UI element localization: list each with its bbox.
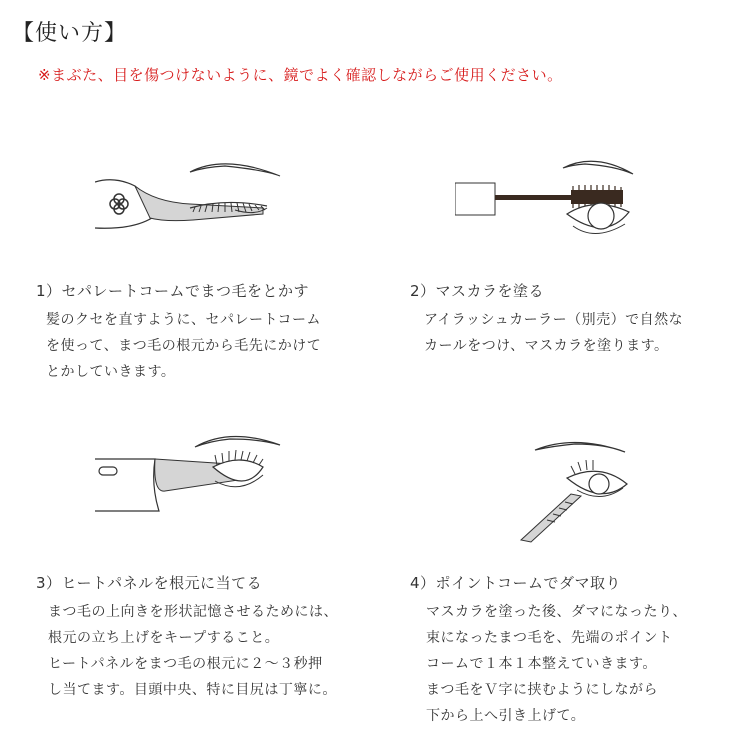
step-3-line: まつ毛の上向きを形状記憶させるためには、 [48,604,338,620]
warning-note: ※まぶた、目を傷つけないように、鏡でよく確認しながらご使用ください。 [38,66,563,84]
step-4-body [410,599,687,729]
step-2-line: カールをつけ、マスカラを塗ります。 [424,338,669,354]
step-4-title: 4）ポイントコームでダマ取り [410,574,621,592]
step-4-line: まつ毛をＶ字に挟むようにしながら [426,682,658,698]
step-4-line: 下から上へ引き上げて。 [426,708,586,724]
step-2-title: 2）マスカラを塗る [410,282,545,300]
mascara-on-eye-illustration [455,150,655,250]
step-3-line: ヒートパネルをまつ毛の根元に２～３秒押 [48,656,323,672]
step-1-title: 1）セパレートコームでまつ毛をとかす [36,282,309,300]
step-1-line: を使って、まつ毛の根元から毛先にかけて [46,338,322,354]
step-4-line: コームで１本１本整えていきます。 [426,656,657,672]
step-4-line: 束になったまつ毛を、先端のポイント [426,630,673,646]
heat-panel-on-eye-illustration [95,425,295,525]
step-4 [410,572,687,729]
step-4-line: マスカラを塗った後、ダマになったり、 [426,604,687,620]
step-1-line: 髪のクセを直すように、セパレートコーム [46,312,321,328]
comb-on-eye-illustration [95,150,295,240]
step-3-body [36,599,338,703]
step-3-title: 3）ヒートパネルを根元に当てる [36,574,263,592]
step-3-line: し当てます。目頭中央、特に目尻は丁寧に。 [48,682,337,698]
step-2 [410,280,683,359]
step-1-line: とかしていきます。 [46,364,176,380]
step-2-line: アイラッシュカーラー（別売）で自然な [424,312,684,328]
page-title: 【使い方】 [12,21,128,46]
step-1 [36,280,321,385]
step-3-line: 根元の立ち上げをキープすること。 [48,630,280,646]
point-comb-illustration [515,430,655,545]
step-2-body [410,307,683,359]
step-3 [36,572,338,703]
step-1-body [36,307,321,385]
